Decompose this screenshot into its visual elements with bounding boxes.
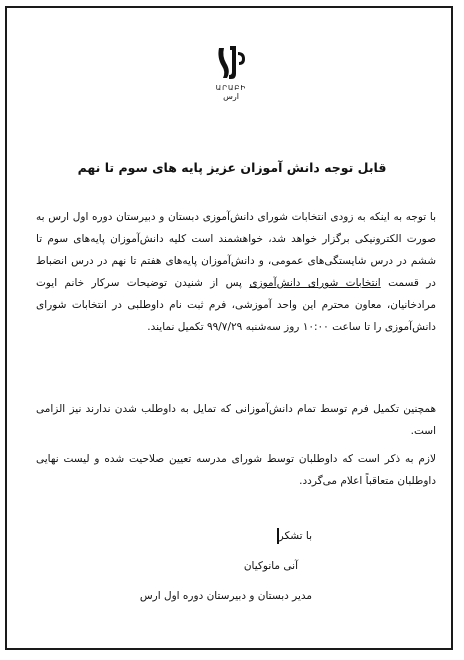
logo-latin-text: ԱՐԱԲԻ <box>215 84 247 92</box>
paragraph-form-requirement: همچنین تکمیل فرم توسط تمام دانش‌آموزانی که تمایل به داوطلب شدن ندارند نیز الزامی است. <box>36 403 436 437</box>
signature-mark <box>277 528 279 544</box>
paragraph-main-start: با توجه به اینکه به زودی انتخابات شورای دانش‌آموزی دبستان و دبیرستان دوره اول ارس به صورت الکترونیکی برگزار خواهد شد، خواهشمند است کلیه دانش‌آموزان پایه‌های سوم تا ششم در درس شایستگی‌های عمومی، و دانش‌آموزان پایه‌های هفتم تا نهم در درس انضباط در قسمت <box>36 211 436 289</box>
signature-thanks <box>92 528 312 544</box>
announcement-title: قابل توجه دانش آموزان عزیز پایه های سوم تا نهم <box>77 160 387 175</box>
logo-persian-text: ارس <box>223 92 239 101</box>
school-logo <box>206 44 256 114</box>
paragraph-qualification: لازم به ذکر است که داوطلبان توسط شورای مدرسه تعیین صلاحیت شده و لیست نهایی داوطلبان متعاقباً اعلام می‌گردد. <box>36 453 436 487</box>
paragraph-main <box>36 206 436 338</box>
signature-name: آنی مانوکیان <box>243 560 298 572</box>
signature-thanks-text: با تشکر <box>278 530 312 542</box>
election-section-name: انتخابات شورای دانش‌آموزی <box>249 277 381 289</box>
paragraph-main-end: پس از شنیدن توضیحات سرکار خانم ایوت مرادخانیان، معاون محترم این واحد آموزشی، فرم ثبت نام داوطلبی در انتخابات شورای دانش‌آموزی را تا ساعت ۱۰:۰۰ روز سه‌شنبه ۹۹/۷/۲۹ تکمیل نمایند. <box>36 277 436 333</box>
signature-role: مدیر دبستان و دبیرستان دوره اول ارس <box>139 590 312 602</box>
school-logo-mark-icon <box>214 44 248 82</box>
